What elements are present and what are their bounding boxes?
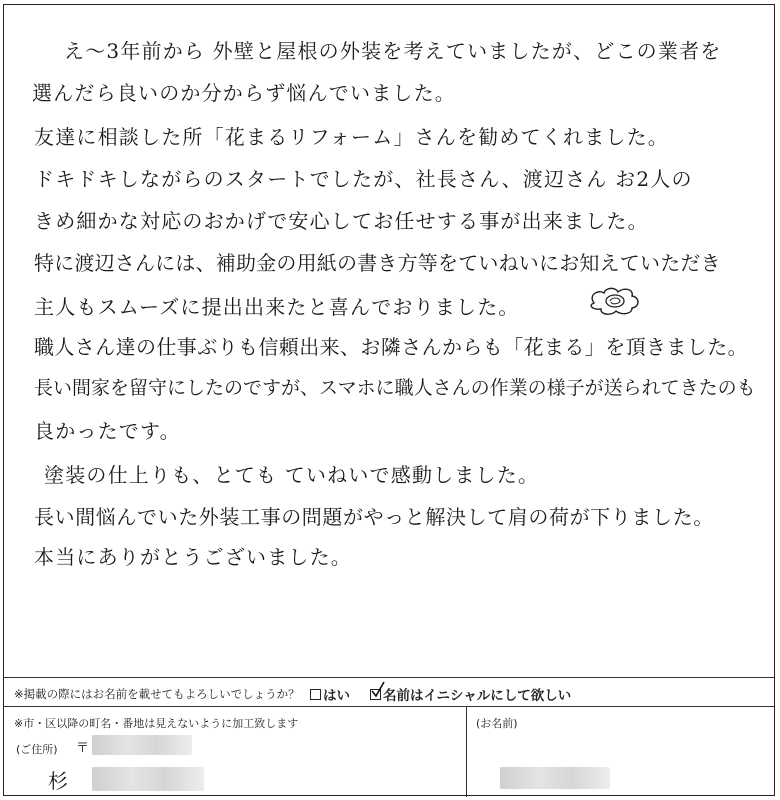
address-label: (ご住所) — [16, 743, 58, 756]
name-redaction — [500, 767, 610, 789]
letter-line: きめ細かな対応のおかげで安心してお任せする事が出来ました。 — [34, 209, 649, 233]
option-yes-label: はい — [323, 688, 350, 704]
letter-line: 良かったです。 — [34, 419, 181, 443]
address-first-char: 杉 — [48, 769, 68, 793]
letter-line: 主人もスムーズに提出出来たと喜んでおりました。 — [34, 295, 520, 319]
address-name-area — [4, 707, 774, 797]
consent-row — [4, 677, 774, 707]
letter-line: 長い間悩んでいた外装工事の問題がやっと解決して肩の荷が下りました。 — [34, 505, 714, 529]
postal-mark: 〒 — [76, 741, 90, 756]
letter-line: え〜3年前から 外壁と屋根の外装を考えていましたが、どこの業者を — [64, 39, 722, 63]
postal-code-redaction — [92, 735, 192, 755]
privacy-note: ※市・区以降の町名・番地は見えないように加工致します — [14, 717, 299, 730]
letter-line: 塗装の仕上りも、とても ていねいで感動しました。 — [44, 463, 540, 487]
letter-line: ドキドキしながらのスタートでしたが、社長さん、渡辺さん お2人の — [34, 167, 693, 191]
letter-line: 友達に相談した所「花まるリフォーム」さんを勧めてくれました。 — [34, 125, 669, 149]
column-divider — [466, 707, 467, 797]
initials-checkbox[interactable] — [370, 689, 381, 700]
testimonial-sheet — [3, 4, 775, 796]
option-yes[interactable] — [310, 684, 350, 704]
letter-line: 本当にありがとうございました。 — [34, 545, 352, 569]
yes-checkbox[interactable] — [310, 689, 321, 700]
checkmark-icon — [370, 681, 386, 699]
letter-line: 選んだら良いのか分からず悩んでいました。 — [32, 81, 456, 105]
letter-line: 長い間家を留守にしたのですが、スマホに職人さんの作業の様子が送られてきたのも — [34, 377, 756, 399]
letter-line: 特に渡辺さんには、補助金の用紙の書き方等をていねいにお知えていただき — [34, 251, 721, 275]
letter-line: 職人さん達の仕事ぶりも信頼出来、お隣さんからも「花まる」を頂きました。 — [34, 335, 748, 359]
address-redaction — [92, 767, 204, 791]
consent-question: ※掲載の際にはお名前を載せてもよろしいでしょうか？ — [14, 687, 300, 701]
option-initials[interactable] — [370, 684, 571, 704]
hanamaru-flower-drawing — [586, 285, 646, 317]
name-label: (お名前) — [476, 717, 518, 730]
option-initials-label: 名前はイニシャルにして欲しい — [383, 688, 572, 704]
